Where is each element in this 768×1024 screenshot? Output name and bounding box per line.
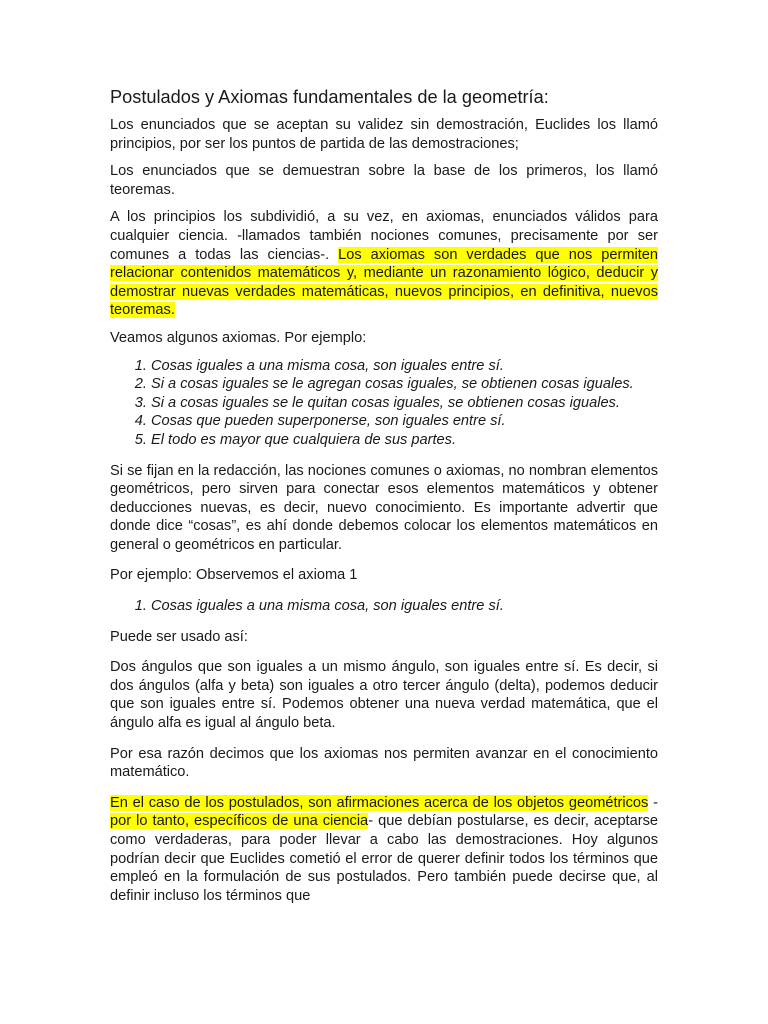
axiomas-intro-text: A los principios los subdividió, a su vez, en axiomas, enunciados válidos para cualquier ciencia. -llamados también nociones comunes, precisamente por ser comunes a todas las ciencias-.: [110, 209, 658, 263]
paragraph-redaccion: Si se fijan en la redacción, las nociones comunes o axiomas, no nombran elementos geométricos, pero sirven para conectar esos elementos matemáticos y obtener deducciones nuevas, es decir, nuevo conocimiento. Es importante advertir que donde dice “cosas”, es ahí donde debemos colocar los elementos matemáticos en general o geométricos en particular.: [110, 462, 658, 553]
example-axiom-list: [110, 597, 658, 616]
example-axiom-item: 1. Cosas iguales a una misma cosa, son iguales entre sí.: [151, 597, 658, 616]
paragraph-ejemplo: Por ejemplo: Observemos el axioma 1: [110, 567, 358, 584]
postulados-highlight-1: En el caso de los postulados, son afirmaciones acerca de los objetos geométricos: [110, 794, 649, 811]
axioms-list: [110, 357, 658, 450]
paragraph-usado: Puede ser usado así:: [110, 628, 248, 645]
postulados-highlight-2: por lo tanto, específicos de una ciencia: [110, 813, 369, 830]
axiom-item-4: 4. Cosas que pueden superponerse, son iguales entre sí.: [151, 412, 658, 431]
paragraph-veamos: Veamos algunos axiomas. Por ejemplo:: [110, 329, 367, 346]
paragraph-teoremas: Los enunciados que se demuestran sobre la base de los primeros, los llamó teoremas.: [110, 163, 658, 198]
paragraph-angulos: Dos ángulos que son iguales a un mismo ángulo, son iguales entre sí. Es decir, si dos ángulos (alfa y beta) son iguales a otro tercer ángulo (delta), podemos deducir que son iguales entre sí. Podemos obtener una nueva verdad matemática, que el ángulo alfa es igual al ángulo beta.: [110, 659, 658, 732]
paragraph-axiomas: [110, 208, 658, 320]
axiom-item-1: 1. Cosas iguales a una misma cosa, son iguales entre sí.: [151, 357, 658, 376]
axiomas-highlight-text: Los axiomas son verdades que nos permiten relacionar contenidos matemáticos y, mediante un razonamiento lógico, deducir y demostrar nuevas verdades matemáticas, nuevos principios, en definitiva, nuevos teoremas.: [110, 246, 658, 319]
postulados-dash: -: [648, 794, 658, 811]
axiom-item-2: 2. Si a cosas iguales se le agregan cosas iguales, se obtienen cosas iguales.: [151, 375, 658, 394]
paragraph-principios: Los enunciados que se aceptan su validez sin demostración, Euclides los llamó principios, por ser los puntos de partida de las demostraciones;: [110, 117, 658, 152]
postulados-rest-text: - que debían postularse, es decir, aceptarse como verdaderas, para poder llevar a cabo las demostraciones. Hoy algunos podrían decir que Euclides cometió el error de querer definir todos los términos que empleó en la formulación de sus postulados. Pero también puede decirse que, al definir incluso los términos que: [110, 813, 658, 904]
axiom-item-3: 3. Si a cosas iguales se le quitan cosas iguales, se obtienen cosas iguales.: [151, 394, 658, 413]
document-body: [110, 86, 658, 914]
axiom-item-5: 5. El todo es mayor que cualquiera de sus partes.: [151, 431, 658, 450]
paragraph-razon: Por esa razón decimos que los axiomas nos permiten avanzar en el conocimiento matemático.: [110, 745, 658, 781]
paragraph-postulados: [110, 794, 658, 906]
document-title: Postulados y Axiomas fundamentales de la geometría:: [110, 87, 549, 107]
